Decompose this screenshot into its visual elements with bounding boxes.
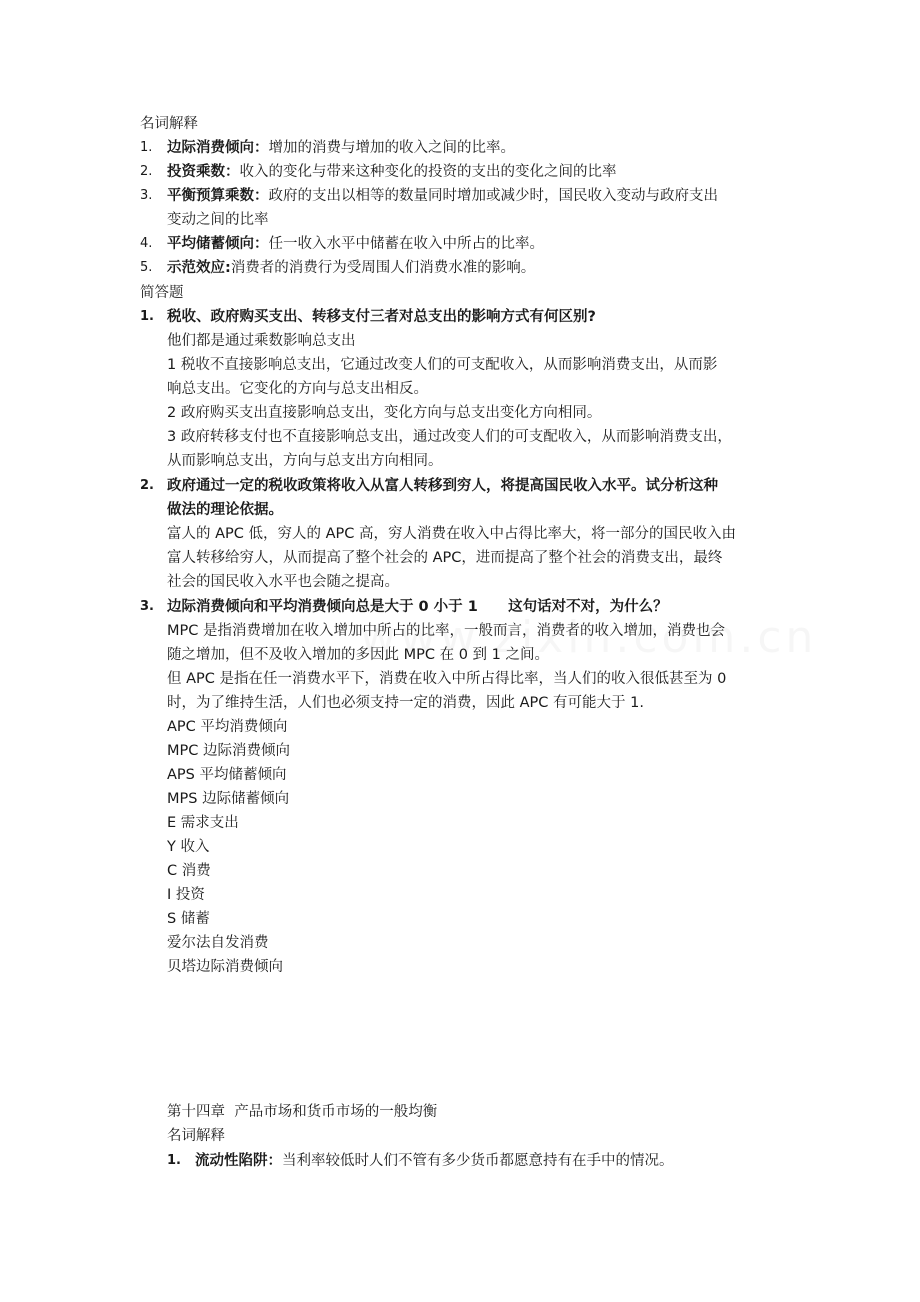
list-number: 2. xyxy=(140,164,153,179)
definition-item xyxy=(167,160,617,184)
question-number: 1. xyxy=(140,309,154,324)
answer-line: 1 税收不直接影响总支出，它通过改变人们的可支配收入，从而影响消费支出，从而影 xyxy=(167,357,718,373)
glossary-line: I 投资 xyxy=(167,887,205,903)
list-number: 5. xyxy=(140,260,153,275)
answer-line: 从而影响总支出，方向与总支出方向相同。 xyxy=(167,453,443,469)
question-2-continuation: 做法的理论依据。 xyxy=(167,502,283,518)
definition-text: 当利率较低时人们不管有多少货币都愿意持有在手中的情况。 xyxy=(282,1153,674,1169)
definition-term: 平均储蓄倾向： xyxy=(167,236,269,252)
section-title-definitions: 名词解释 xyxy=(140,116,198,132)
answer-line: 随之增加，但不及收入增加的多因此 MPC 在 0 到 1 之间。 xyxy=(167,647,549,663)
glossary-line: 贝塔边际消费倾向 xyxy=(167,959,283,975)
definition-term: 示范效应: xyxy=(167,260,231,276)
definition-item xyxy=(167,232,544,256)
definition-text: 消费者的消费行为受周围人们消费水准的影响。 xyxy=(230,260,536,276)
glossary-line: 爱尔法自发消费 xyxy=(167,935,269,951)
question-number: 3. xyxy=(140,599,154,614)
definition-term: 流动性陷阱： xyxy=(195,1153,282,1169)
list-number: 1. xyxy=(167,1153,181,1168)
list-number: 1. xyxy=(140,140,153,155)
answer-line: 他们都是通过乘数影响总支出 xyxy=(167,333,356,349)
definition-text: 政府的支出以相等的数量同时增加或减少时，国民收入变动与政府支出 xyxy=(268,188,718,204)
definition-term: 投资乘数： xyxy=(167,164,240,180)
glossary-line: Y 收入 xyxy=(167,839,210,855)
answer-line: 响总支出。它变化的方向与总支出相反。 xyxy=(167,381,428,397)
definition-continuation: 变动之间的比率 xyxy=(167,212,269,228)
section-title-definitions: 名词解释 xyxy=(167,1128,225,1144)
answer-line: 但 APC 是指在任一消费水平下，消费在收入中所占得比率，当人们的收入很低甚至为 0 xyxy=(167,671,727,687)
question-3: 边际消费倾向和平均消费倾向总是大于 0 小于 1 这句话对不对，为什么？ xyxy=(167,599,668,615)
glossary-line: MPC 边际消费倾向 xyxy=(167,743,290,759)
answer-line: 社会的国民收入水平也会随之提高。 xyxy=(167,574,399,590)
answer-line: 3 政府转移支付也不直接影响总支出，通过改变人们的可支配收入，从而影响消费支出， xyxy=(167,429,732,445)
glossary-line: S 储蓄 xyxy=(167,911,210,927)
question-2: 政府通过一定的税收政策将收入从富人转移到穷人，将提高国民收入水平。试分析这种 xyxy=(167,478,718,494)
definition-text: 收入的变化与带来这种变化的投资的支出的变化之间的比率 xyxy=(239,164,617,180)
question-number: 2. xyxy=(140,478,154,493)
definition-text: 任一收入水平中储蓄在收入中所占的比率。 xyxy=(268,236,544,252)
answer-line: 2 政府购买支出直接影响总支出，变化方向与总支出变化方向相同。 xyxy=(167,405,602,421)
glossary-line: APS 平均储蓄倾向 xyxy=(167,767,287,783)
answer-line: 富人的 APC 低，穷人的 APC 高，穷人消费在收入中占得比率大，将一部分的国民收入由 xyxy=(167,526,737,542)
section-title-short-answer: 简答题 xyxy=(140,285,184,301)
glossary-line: E 需求支出 xyxy=(167,815,239,831)
chapter-title: 第十四章 产品市场和货币市场的一般均衡 xyxy=(167,1104,438,1120)
definition-term: 边际消费倾向： xyxy=(167,140,269,156)
answer-line: 时，为了维持生活，人们也必须支持一定的消费，因此 APC 有可能大于 1. xyxy=(167,695,644,711)
definition-item xyxy=(195,1149,674,1173)
question-1: 税收、政府购买支出、转移支付三者对总支出的影响方式有何区别? xyxy=(167,309,596,325)
glossary-line: MPS 边际储蓄倾向 xyxy=(167,791,290,807)
definition-term: 平衡预算乘数： xyxy=(167,188,269,204)
answer-line: MPC 是指消费增加在收入增加中所占的比率，一般而言，消费者的收入增加，消费也会 xyxy=(167,623,725,639)
definition-item xyxy=(167,136,515,160)
definition-item xyxy=(167,256,535,280)
definition-item xyxy=(167,184,718,208)
definition-text: 增加的消费与增加的收入之间的比率。 xyxy=(268,140,515,156)
glossary-line: APC 平均消费倾向 xyxy=(167,719,288,735)
list-number: 4. xyxy=(140,236,153,251)
glossary-line: C 消费 xyxy=(167,863,211,879)
answer-line: 富人转移给穷人，从而提高了整个社会的 APC，进而提高了整个社会的消费支出，最终 xyxy=(167,550,723,566)
list-number: 3. xyxy=(140,188,153,203)
